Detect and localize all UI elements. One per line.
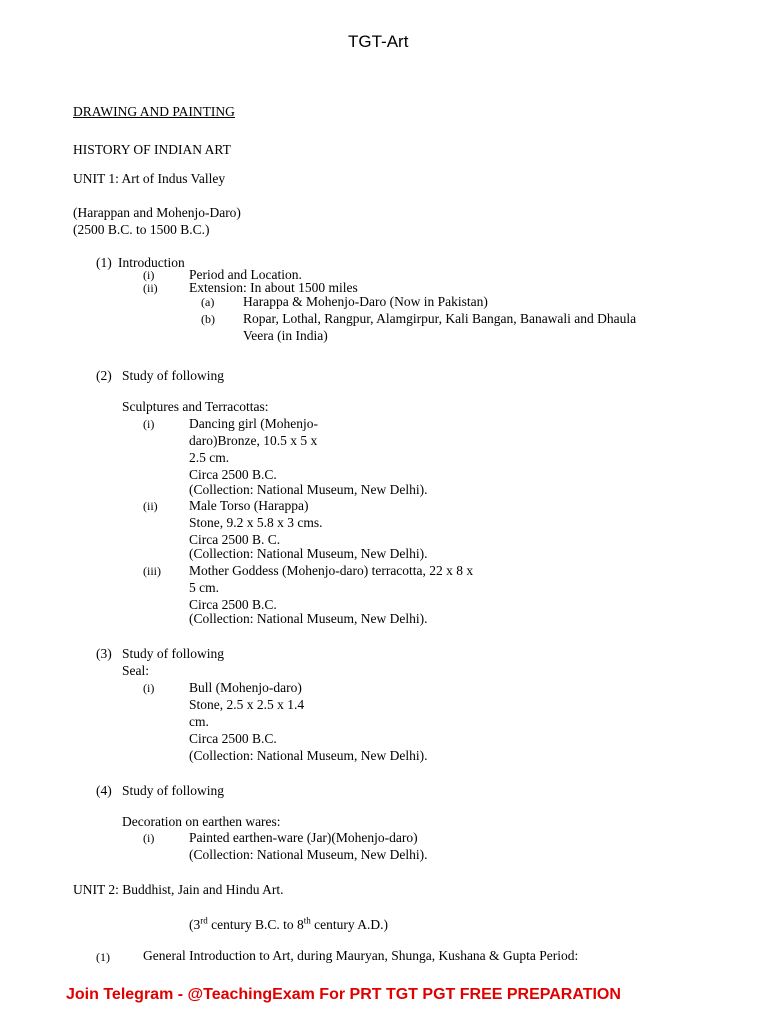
study4-i-number: (i) <box>143 831 155 845</box>
unit2-title: UNIT 2: Buddhist, Jain and Hindu Art. <box>73 882 284 897</box>
study2-i-line-4: Circa 2500 B.C. <box>189 467 277 482</box>
section-title: DRAWING AND PAINTING <box>73 104 235 119</box>
intro-i-number: (i) <box>143 268 155 282</box>
study2-ii-line-1: Male Torso (Harappa) <box>189 498 309 513</box>
study2-iii-line-3: Circa 2500 B.C. <box>189 597 277 612</box>
unit1-subtitle-2: (2500 B.C. to 1500 B.C.) <box>73 222 210 237</box>
intro-i-text: Period and Location. <box>189 267 302 282</box>
study3-i-line-5: (Collection: National Museum, New Delhi). <box>189 748 428 763</box>
intro-ii-text: Extension: In about 1500 miles <box>189 280 358 295</box>
unit1-subtitle-1: (Harappan and Mohenjo-Daro) <box>73 205 241 220</box>
study2-ii-line-3: Circa 2500 B. C. <box>189 532 281 547</box>
study2-i-line-5: (Collection: National Museum, New Delhi). <box>189 482 428 497</box>
study2-heading: Sculptures and Terracottas: <box>122 399 269 414</box>
intro-number: (1) <box>96 255 112 270</box>
unit1-title: UNIT 1: Art of Indus Valley <box>73 171 226 186</box>
study4-number: (4) <box>96 783 112 798</box>
study3-i-line-1: Bull (Mohenjo-daro) <box>189 680 302 695</box>
study4-label: Study of following <box>122 783 225 798</box>
study2-iii-line-4: (Collection: National Museum, New Delhi). <box>189 611 428 626</box>
study3-heading: Seal: <box>122 663 149 678</box>
study2-number: (2) <box>96 368 112 383</box>
study2-iii-line-1: Mother Goddess (Mohenjo-daro) terracotta, 22 x 8 x <box>189 563 474 578</box>
study2-ii-line-4: (Collection: National Museum, New Delhi). <box>189 546 428 561</box>
study2-i-number: (i) <box>143 417 155 431</box>
study2-ii-line-2: Stone, 9.2 x 5.8 x 3 cms. <box>189 515 323 530</box>
study3-label: Study of following <box>122 646 225 661</box>
unit2-period <box>189 917 388 933</box>
study2-i-line-1: Dancing girl (Mohenjo- <box>189 416 318 431</box>
study2-label: Study of following <box>122 368 225 383</box>
unit2-period-mid: century B.C. to 8 <box>207 917 304 932</box>
study3-i-number: (i) <box>143 681 155 695</box>
study2-iii-line-2: 5 cm. <box>189 580 219 595</box>
intro-a-text: Harappa & Mohenjo-Daro (Now in Pakistan) <box>243 294 488 309</box>
intro-a-number: (a) <box>201 295 215 309</box>
page-header-title: TGT-Art <box>348 32 409 51</box>
unit2-item1-text: General Introduction to Art, during Mauryan, Shunga, Kushana & Gupta Period: <box>143 948 579 963</box>
study2-iii-number: (iii) <box>143 564 161 578</box>
study3-i-line-3: cm. <box>189 714 209 729</box>
history-heading: HISTORY OF INDIAN ART <box>73 142 231 157</box>
study3-i-line-2: Stone, 2.5 x 2.5 x 1.4 <box>189 697 305 712</box>
unit2-period-close: century A.D.) <box>310 917 388 932</box>
study3-number: (3) <box>96 646 112 661</box>
unit2-period-open: (3 <box>189 917 201 932</box>
study2-i-line-3: 2.5 cm. <box>189 450 230 465</box>
study4-heading: Decoration on earthen wares: <box>122 814 281 829</box>
intro-label: Introduction <box>118 255 185 270</box>
unit2-item1-number: (1) <box>96 950 110 964</box>
intro-b-number: (b) <box>201 312 215 326</box>
unit2-period-sup-2: th <box>303 915 311 926</box>
unit2-period-sup-1: rd <box>200 915 208 926</box>
intro-b-line-1: Ropar, Lothal, Rangpur, Alamgirpur, Kali Bangan, Banawali and Dhaula <box>243 311 637 326</box>
telegram-banner: Join Telegram - @TeachingExam For PRT TGT PGT FREE PREPARATION <box>66 986 621 1003</box>
study2-ii-number: (ii) <box>143 499 158 513</box>
study4-i-line-1: Painted earthen-ware (Jar)(Mohenjo-daro) <box>189 830 418 845</box>
study3-i-line-4: Circa 2500 B.C. <box>189 731 277 746</box>
study4-i-line-2: (Collection: National Museum, New Delhi). <box>189 847 428 862</box>
intro-b-line-2: Veera (in India) <box>243 328 328 343</box>
intro-ii-number: (ii) <box>143 281 158 295</box>
study2-i-line-2: daro)Bronze, 10.5 x 5 x <box>189 433 318 448</box>
